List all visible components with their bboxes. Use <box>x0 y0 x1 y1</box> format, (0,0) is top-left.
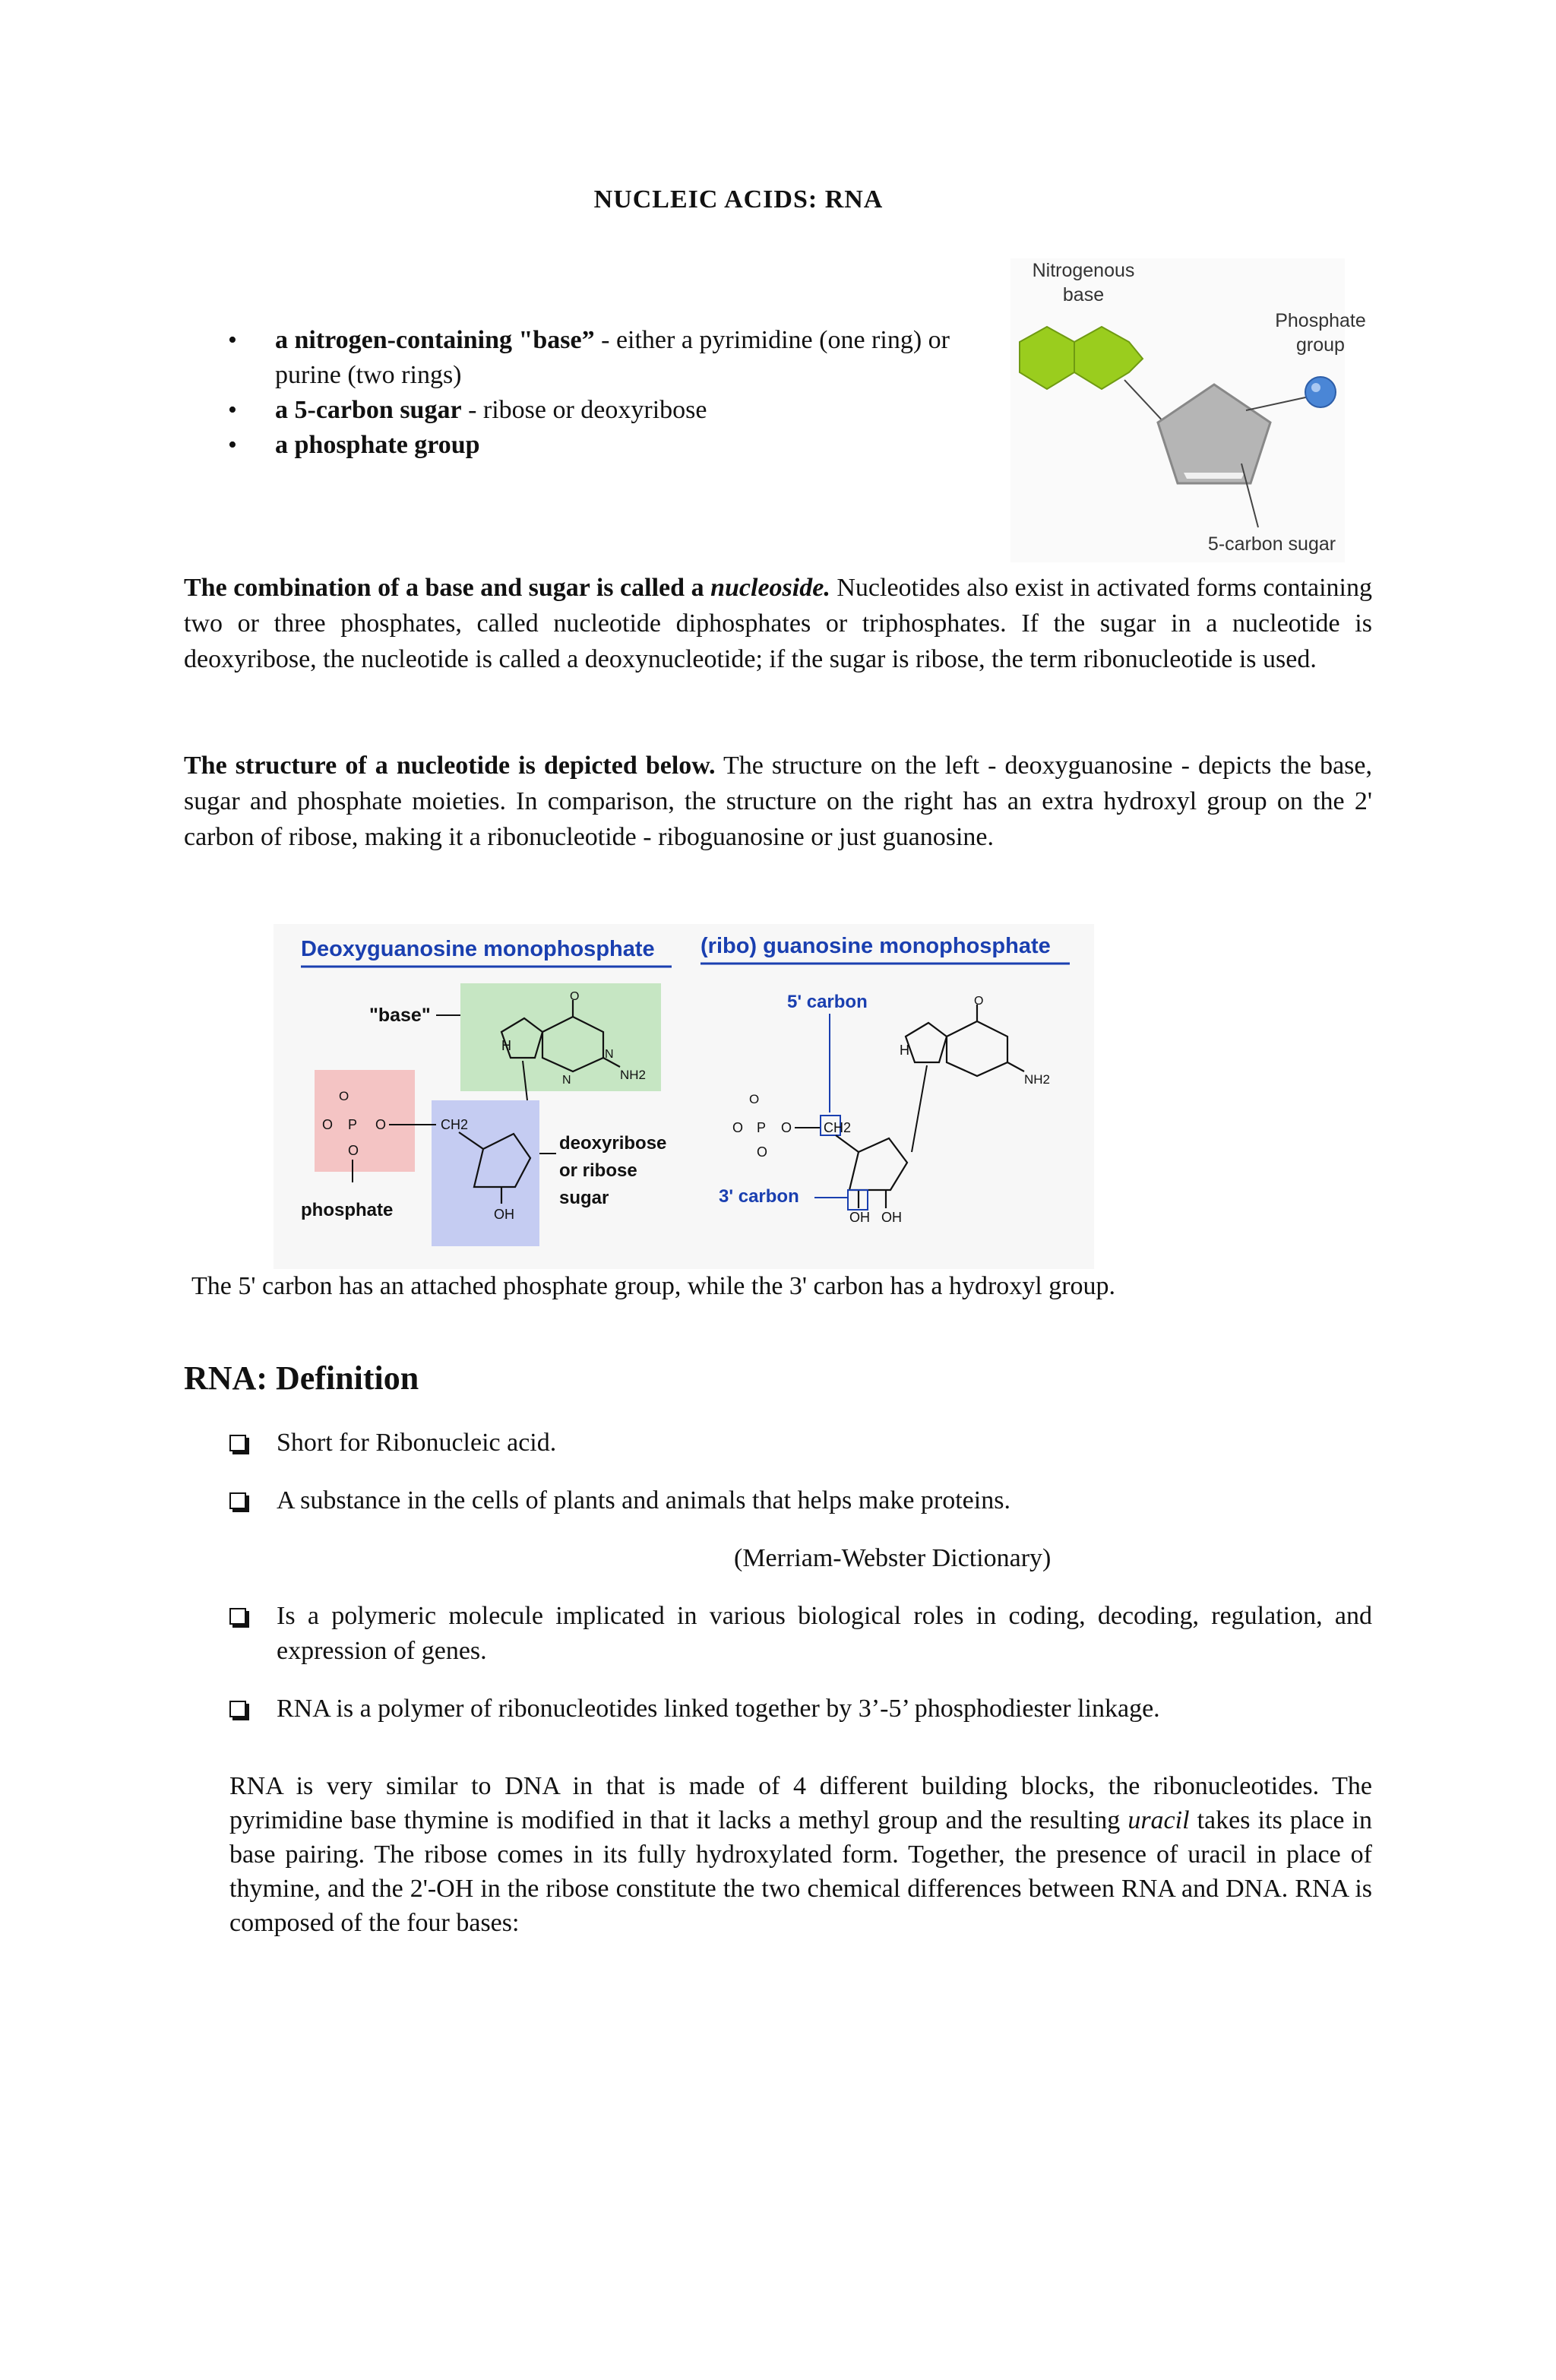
para3-text-b: takes its place in base pairing. The ribose comes in its fully hydroxylated form. Together, the presence of uracil in place of thymine, and the 2'-OH in the ribose constitute the two chemical differences between RNA and DNA. RNA is composed of the four bases: <box>229 1806 1372 1937</box>
svg-text:H: H <box>501 1038 511 1053</box>
nucleotide-components-list <box>228 323 1003 463</box>
svg-text:O: O <box>322 1117 334 1132</box>
para1-text: Nucleotides also exist in activated forms containing two or three phosphates, called nucleotide diphosphates or triphosphates. If the sugar in a nucleotide is deoxyribose, the nucleotide is called a deoxynucleotide; if the sugar is ribose, the term ribonucleotide is used. <box>184 574 1372 673</box>
phosphate-label-line1: Phosphate <box>1275 310 1366 331</box>
list-item <box>229 1599 1372 1669</box>
svg-text:NH2: NH2 <box>1024 1072 1051 1087</box>
phosphate-label-line2: group <box>1296 334 1345 356</box>
five-carbon-label: 5' carbon <box>787 992 868 1012</box>
phosphate-label: phosphate <box>301 1200 394 1220</box>
svg-text:O: O <box>348 1143 359 1158</box>
svg-text:O: O <box>732 1120 744 1135</box>
list-item <box>229 1483 1372 1518</box>
list-item <box>229 1692 1372 1726</box>
sugar-label-line2: or ribose <box>559 1160 637 1181</box>
list-item <box>228 428 1003 463</box>
base-label-line1: Nitrogenous <box>1032 260 1135 281</box>
svg-text:CH2: CH2 <box>441 1117 469 1132</box>
svg-text:H: H <box>900 1043 909 1058</box>
sugar-label: 5-carbon sugar <box>1207 533 1336 555</box>
bullet-icon: • <box>228 431 237 459</box>
svg-text:P: P <box>348 1117 358 1132</box>
base-label-line2: base <box>1062 284 1105 305</box>
bullet-bold: a 5-carbon sugar <box>275 396 462 424</box>
para3-italic: uracil <box>1127 1806 1190 1834</box>
bullet-text: - either a pyrimidine (one ring) or purine (two rings) <box>275 326 950 389</box>
definition-text: Short for Ribonucleic acid. <box>277 1429 557 1457</box>
sugar-label-line3: sugar <box>559 1188 609 1208</box>
page-title: NUCLEIC ACIDS: RNA <box>593 185 884 214</box>
paragraph-nucleoside <box>184 570 1372 677</box>
svg-text:O: O <box>749 1092 760 1106</box>
citation: (Merriam-Webster Dictionary) <box>734 1544 1052 1572</box>
figure-caption: The 5' carbon has an attached phosphate group, while the 3' carbon has a hydroxyl group. <box>191 1272 1116 1300</box>
list-item <box>228 393 1003 428</box>
checkbox-bullet-icon <box>229 1701 246 1717</box>
right-title: (ribo) guanosine monophosphate <box>701 934 1051 958</box>
bullet-bold: a nitrogen-containing "base” <box>275 326 595 354</box>
svg-text:N: N <box>605 1048 614 1061</box>
svg-text:NH2: NH2 <box>620 1068 647 1082</box>
definition-list <box>229 1426 1372 1726</box>
checkbox-bullet-icon <box>229 1608 246 1625</box>
phosphate-sphere <box>1305 377 1336 407</box>
svg-text:OH: OH <box>849 1210 870 1225</box>
bullet-icon: • <box>228 396 237 424</box>
paragraph-rna-vs-dna <box>229 1769 1372 1940</box>
base-label: "base" <box>369 1005 431 1026</box>
paragraph-structure <box>184 748 1372 855</box>
svg-text:OH: OH <box>881 1210 902 1225</box>
bullet-icon: • <box>228 326 237 354</box>
checkbox-bullet-icon <box>229 1492 246 1509</box>
svg-text:O: O <box>757 1144 768 1160</box>
svg-text:O: O <box>974 995 984 1008</box>
definition-text: RNA is a polymer of ribonucleotides linked together by 3’-5’ phosphodiester linkage. <box>277 1695 1160 1723</box>
bullet-bold: a phosphate group <box>275 431 480 459</box>
section-heading: RNA: Definition <box>184 1359 419 1397</box>
svg-text:O: O <box>339 1089 349 1103</box>
structure-diagram <box>274 924 1094 1269</box>
svg-text:OH: OH <box>494 1207 514 1222</box>
checkbox-bullet-icon <box>229 1435 246 1451</box>
definition-text: A substance in the cells of plants and animals that helps make proteins. <box>277 1486 1010 1514</box>
para3-text-a: RNA is very similar to DNA in that is made of 4 different building blocks, the ribonucleotides. The pyrimidine base thymine is modified in that it lacks a methyl group and the resulting <box>229 1772 1372 1834</box>
nucleotide-diagram <box>1010 258 1366 562</box>
three-carbon-label: 3' carbon <box>719 1186 799 1207</box>
list-item <box>229 1426 1372 1461</box>
svg-text:O: O <box>570 990 580 1003</box>
svg-text:N: N <box>562 1074 571 1087</box>
sugar-label-line1: deoxyribose <box>559 1133 667 1154</box>
para1-bold-italic: nucleoside. <box>710 574 830 602</box>
para2-text: The structure on the left - deoxyguanosine - depicts the base, sugar and phosphate moieties. In comparison, the structure on the right has an extra hydroxyl group on the 2' carbon of ribose, making it a ribonucleotide - riboguanosine or just guanosine. <box>184 752 1373 851</box>
para2-bold: The structure of a nucleotide is depicted below. <box>184 752 716 780</box>
svg-text:O: O <box>375 1117 387 1132</box>
bullet-text: - ribose or deoxyribose <box>461 396 707 424</box>
left-title: Deoxyguanosine monophosphate <box>301 937 655 961</box>
svg-text:O: O <box>781 1120 792 1135</box>
list-item <box>228 323 1003 393</box>
definition-text: Is a polymeric molecule implicated in various biological roles in coding, decoding, regulation, and expression of genes. <box>277 1602 1372 1665</box>
para1-bold: The combination of a base and sugar is called a <box>184 574 711 602</box>
svg-text:P: P <box>757 1120 767 1135</box>
svg-text:CH2: CH2 <box>824 1120 852 1135</box>
